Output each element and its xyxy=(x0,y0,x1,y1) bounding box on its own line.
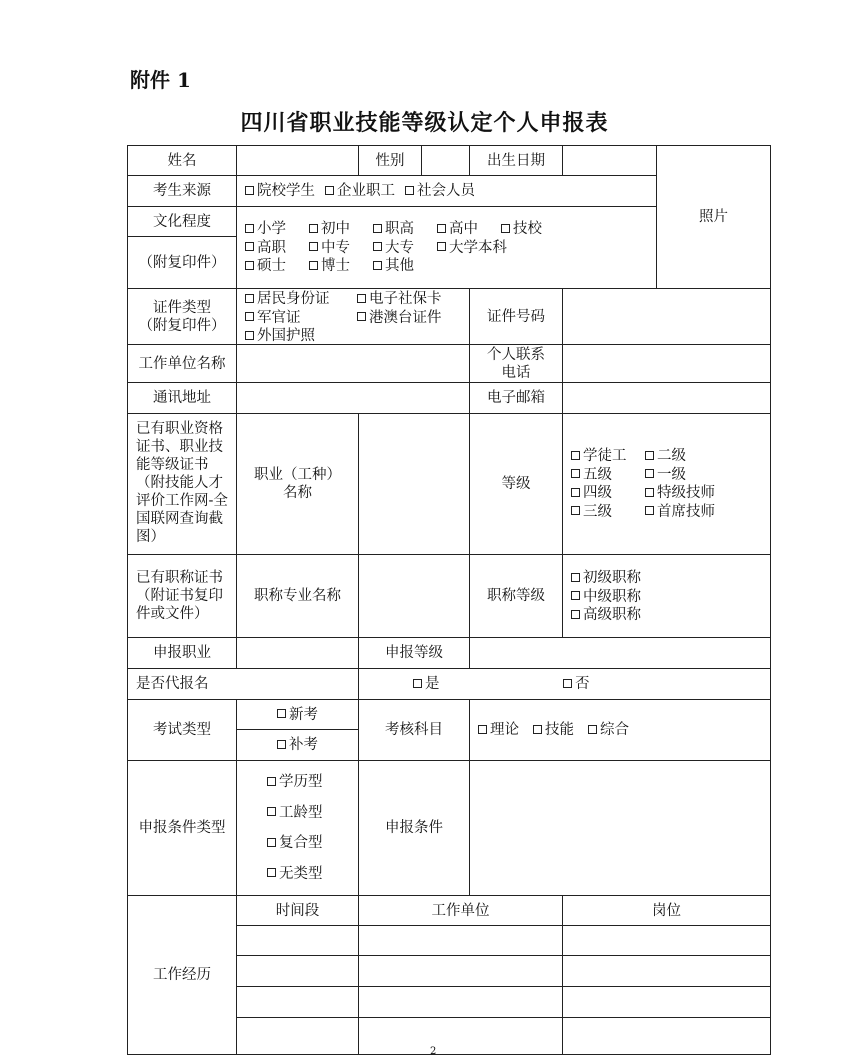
exam-new-option[interactable] xyxy=(236,699,359,730)
source-2-label: 社会人员 xyxy=(417,183,475,199)
cond-type-options xyxy=(236,760,359,896)
cond-1-label: 工龄型 xyxy=(279,804,323,821)
history-cell[interactable] xyxy=(358,986,563,1018)
phone-field[interactable] xyxy=(562,344,771,383)
id-1-1-label: 港澳台证件 xyxy=(369,309,442,326)
id-1-1-option[interactable] xyxy=(357,309,477,327)
edu-0-0-label: 小学 xyxy=(257,221,286,238)
id-0-1-checkbox[interactable] xyxy=(357,294,366,303)
exam-makeup-label: 补考 xyxy=(289,737,318,753)
history-cell[interactable] xyxy=(562,925,771,956)
grade-1-1-option[interactable] xyxy=(645,466,755,484)
cond-0-label: 学历型 xyxy=(279,774,323,791)
birth-field[interactable] xyxy=(562,145,657,176)
title-level-2-checkbox[interactable] xyxy=(571,610,580,619)
id-1-0-option[interactable] xyxy=(245,309,357,327)
edu-2-2-checkbox[interactable] xyxy=(373,261,382,270)
id-1-0-label: 军官证 xyxy=(257,309,301,326)
edu-0-1-option[interactable] xyxy=(309,220,373,238)
subject-1-label: 技能 xyxy=(545,722,574,738)
cond-2-label: 复合型 xyxy=(279,835,323,852)
proxy-yes-checkbox[interactable] xyxy=(413,679,422,688)
name-label: 姓名 xyxy=(127,145,237,176)
edu-1-1-checkbox[interactable] xyxy=(309,242,318,251)
subject-options xyxy=(469,699,771,761)
photo-label: 照片 xyxy=(699,209,728,225)
grade-3-1-label: 首席技师 xyxy=(657,503,715,520)
exam-new-label: 新考 xyxy=(289,706,318,723)
phone-label: 个人联系电话 xyxy=(469,344,563,383)
cond-2-checkbox[interactable] xyxy=(267,838,276,847)
history-cell[interactable] xyxy=(358,925,563,956)
title-level-2-option[interactable] xyxy=(571,606,641,624)
proxy-options xyxy=(358,668,771,700)
title-cert-label: 已有职称证书（附证书复印件或文件） xyxy=(127,554,237,638)
history-cell[interactable] xyxy=(236,955,359,987)
title-level-1-option[interactable] xyxy=(571,588,641,606)
edu-1-1-option[interactable] xyxy=(309,239,373,257)
history-cell[interactable] xyxy=(236,986,359,1018)
grade-2-1-option[interactable] xyxy=(645,484,755,502)
grade-1-1-checkbox[interactable] xyxy=(645,469,654,478)
edu-2-0-option[interactable] xyxy=(245,257,309,275)
exam-type-label: 考试类型 xyxy=(127,699,237,761)
edu-0-4-option[interactable] xyxy=(501,220,565,238)
history-cell[interactable] xyxy=(562,955,771,987)
cond-1-checkbox[interactable] xyxy=(267,807,276,816)
edu-0-1-label: 初中 xyxy=(321,221,350,238)
gender-label: 性别 xyxy=(358,145,422,176)
id-0-0-checkbox[interactable] xyxy=(245,294,254,303)
exam-new-checkbox[interactable] xyxy=(277,709,286,718)
history-cell[interactable] xyxy=(358,955,563,987)
apply-level-label: 申报等级 xyxy=(358,637,470,669)
grade-2-0-checkbox[interactable] xyxy=(571,488,580,497)
history-cell[interactable] xyxy=(562,1017,771,1055)
subject-2-label: 综合 xyxy=(600,722,629,738)
edu-0-1-checkbox[interactable] xyxy=(309,224,318,233)
cond-type-label: 申报条件类型 xyxy=(127,760,237,896)
cond-3-option[interactable] xyxy=(267,865,358,883)
edu-2-1-checkbox[interactable] xyxy=(309,261,318,270)
cond-2-option[interactable] xyxy=(267,834,358,852)
history-cell[interactable] xyxy=(358,1017,563,1055)
edu-0-2-option[interactable] xyxy=(373,220,437,238)
edu-2-1-label: 博士 xyxy=(321,258,350,275)
source-label: 考生来源 xyxy=(127,175,237,207)
proxy-label: 是否代报名 xyxy=(127,668,359,700)
id-type-label-cell xyxy=(127,288,237,345)
work-history-label: 工作经历 xyxy=(127,895,237,1055)
subject-1-checkbox[interactable] xyxy=(533,725,542,734)
title-level-2-label: 高级职称 xyxy=(583,607,641,624)
proxy-no-option[interactable] xyxy=(563,675,590,693)
title-level-1-label: 中级职称 xyxy=(583,588,641,605)
source-0-checkbox[interactable] xyxy=(245,186,254,195)
source-1-label: 企业职工 xyxy=(337,183,395,199)
exam-makeup-option[interactable] xyxy=(236,729,359,761)
source-0-option[interactable] xyxy=(245,182,315,200)
existing-cert-label: 已有职业资格证书、职业技能等级证书（附技能人才评价工作网-全国联网查询截图） xyxy=(127,413,237,555)
page-number: 2 xyxy=(430,1046,437,1057)
edu-2-2-option[interactable] xyxy=(373,257,437,275)
grade-3-0-option[interactable] xyxy=(571,503,645,521)
history-cell[interactable] xyxy=(236,925,359,956)
id-type-note: （附复印件） xyxy=(138,317,226,334)
source-2-checkbox[interactable] xyxy=(405,186,414,195)
education-options xyxy=(236,206,657,289)
edu-0-4-label: 技校 xyxy=(513,221,542,238)
grade-2-0-label: 四级 xyxy=(583,485,612,502)
grade-0-0-option[interactable] xyxy=(571,447,645,465)
edu-1-0-label: 高职 xyxy=(257,239,286,256)
edu-0-2-checkbox[interactable] xyxy=(373,224,382,233)
edu-1-3-label: 大学本科 xyxy=(449,239,507,256)
address-field[interactable] xyxy=(236,382,470,414)
occupation-name-field[interactable] xyxy=(358,413,470,555)
edu-1-0-checkbox[interactable] xyxy=(245,242,254,251)
photo-box[interactable] xyxy=(656,145,771,289)
address-label: 通讯地址 xyxy=(127,382,237,414)
subject-2-checkbox[interactable] xyxy=(588,725,597,734)
title-level-0-checkbox[interactable] xyxy=(571,573,580,582)
grade-label: 等级 xyxy=(469,413,563,555)
grade-1-1-label: 一级 xyxy=(657,466,686,483)
edu-0-3-label: 高中 xyxy=(449,221,478,238)
grade-0-0-checkbox[interactable] xyxy=(571,451,580,460)
cond-3-label: 无类型 xyxy=(279,865,323,882)
proxy-yes-option[interactable] xyxy=(413,675,440,693)
id-0-0-label: 居民身份证 xyxy=(257,291,330,308)
edu-0-3-checkbox[interactable] xyxy=(437,224,446,233)
edu-0-2-label: 职高 xyxy=(385,221,414,238)
edu-2-0-label: 硕士 xyxy=(257,258,286,275)
id-number-label: 证件号码 xyxy=(469,288,563,345)
edu-0-0-option[interactable] xyxy=(245,220,309,238)
history-cell[interactable] xyxy=(562,986,771,1018)
grade-2-0-option[interactable] xyxy=(571,484,645,502)
id-2-0-option[interactable] xyxy=(245,327,357,345)
period-header: 时间段 xyxy=(236,895,359,926)
grade-options xyxy=(562,413,771,555)
edu-0-4-checkbox[interactable] xyxy=(501,224,510,233)
attachment-label: 附件 1 xyxy=(130,68,191,92)
apply-occupation-label: 申报职业 xyxy=(127,637,237,669)
history-cell[interactable] xyxy=(236,1017,359,1055)
proxy-no-label: 否 xyxy=(575,676,590,692)
occupation-name-label: 职业（工种）名称 xyxy=(236,413,359,555)
grade-1-0-checkbox[interactable] xyxy=(571,469,580,478)
grade-1-0-option[interactable] xyxy=(571,466,645,484)
education-label: 文化程度 xyxy=(127,206,237,237)
edu-1-2-label: 大专 xyxy=(385,239,414,256)
source-1-checkbox[interactable] xyxy=(325,186,334,195)
grade-2-1-label: 特级技师 xyxy=(657,485,715,502)
id-0-0-option[interactable] xyxy=(245,290,357,308)
proxy-no-checkbox[interactable] xyxy=(563,679,572,688)
grade-0-0-label: 学徒工 xyxy=(583,448,627,465)
edu-2-1-option[interactable] xyxy=(309,257,373,275)
name-field[interactable] xyxy=(236,145,359,176)
edu-1-3-checkbox[interactable] xyxy=(437,242,446,251)
id-2-0-label: 外国护照 xyxy=(257,328,315,345)
work-unit-header: 工作单位 xyxy=(358,895,563,926)
edu-1-0-option[interactable] xyxy=(245,239,309,257)
apply-level-field[interactable] xyxy=(469,637,771,669)
gender-field[interactable] xyxy=(421,145,470,176)
grade-1-0-label: 五级 xyxy=(583,466,612,483)
grade-2-1-checkbox[interactable] xyxy=(645,488,654,497)
edu-0-0-checkbox[interactable] xyxy=(245,224,254,233)
grade-0-1-label: 二级 xyxy=(657,448,686,465)
edu-2-2-label: 其他 xyxy=(385,258,414,275)
title-level-1-checkbox[interactable] xyxy=(571,591,580,600)
id-0-1-label: 电子社保卡 xyxy=(369,291,442,308)
id-0-1-option[interactable] xyxy=(357,290,477,308)
edu-1-3-option[interactable] xyxy=(437,239,507,257)
title-level-label: 职称等级 xyxy=(469,554,563,638)
cond-3-checkbox[interactable] xyxy=(267,868,276,877)
education-note: （附复印件） xyxy=(127,236,237,289)
id-type-options xyxy=(236,288,470,345)
edu-1-1-label: 中专 xyxy=(321,239,350,256)
source-1-option[interactable] xyxy=(325,182,395,200)
email-label: 电子邮箱 xyxy=(469,382,563,414)
title-level-0-label: 初级职称 xyxy=(583,570,641,587)
subject-0-label: 理论 xyxy=(490,722,519,738)
employer-label: 工作单位名称 xyxy=(127,344,237,383)
birth-label: 出生日期 xyxy=(469,145,563,176)
edu-1-2-checkbox[interactable] xyxy=(373,242,382,251)
apply-occupation-field[interactable] xyxy=(236,637,359,669)
grade-0-1-option[interactable] xyxy=(645,447,755,465)
edu-2-0-checkbox[interactable] xyxy=(245,261,254,270)
conditions-label: 申报条件 xyxy=(358,760,470,896)
title-level-options xyxy=(562,554,771,638)
id-1-0-checkbox[interactable] xyxy=(245,312,254,321)
email-field[interactable] xyxy=(562,382,771,414)
title-major-label: 职称专业名称 xyxy=(236,554,359,638)
cond-0-option[interactable] xyxy=(267,773,358,791)
conditions-field[interactable] xyxy=(469,760,771,896)
subject-2-option[interactable] xyxy=(588,721,629,739)
source-0-label: 院校学生 xyxy=(257,183,315,199)
grade-0-1-checkbox[interactable] xyxy=(645,451,654,460)
source-2-option[interactable] xyxy=(405,182,475,200)
exam-makeup-checkbox[interactable] xyxy=(277,740,286,749)
grade-3-1-checkbox[interactable] xyxy=(645,506,654,515)
proxy-yes-label: 是 xyxy=(425,676,440,692)
form-title: 四川省职业技能等级认定个人申报表 xyxy=(240,110,609,136)
grade-3-1-option[interactable] xyxy=(645,503,755,521)
id-number-field[interactable] xyxy=(562,288,771,345)
grade-3-0-label: 三级 xyxy=(583,503,612,520)
title-level-0-option[interactable] xyxy=(571,569,641,587)
grade-3-0-checkbox[interactable] xyxy=(571,506,580,515)
cond-1-option[interactable] xyxy=(267,804,358,822)
id-type-label: 证件类型 xyxy=(153,299,211,316)
cond-0-checkbox[interactable] xyxy=(267,777,276,786)
title-major-field[interactable] xyxy=(358,554,470,638)
edu-0-3-option[interactable] xyxy=(437,220,501,238)
subject-1-option[interactable] xyxy=(533,721,574,739)
position-header: 岗位 xyxy=(562,895,771,926)
id-1-1-checkbox[interactable] xyxy=(357,312,366,321)
source-options xyxy=(236,175,657,207)
subjects-label: 考核科目 xyxy=(358,699,470,761)
subject-0-checkbox[interactable] xyxy=(478,725,487,734)
id-2-0-checkbox[interactable] xyxy=(245,331,254,340)
edu-1-2-option[interactable] xyxy=(373,239,437,257)
subject-0-option[interactable] xyxy=(478,721,519,739)
employer-field[interactable] xyxy=(236,344,470,383)
